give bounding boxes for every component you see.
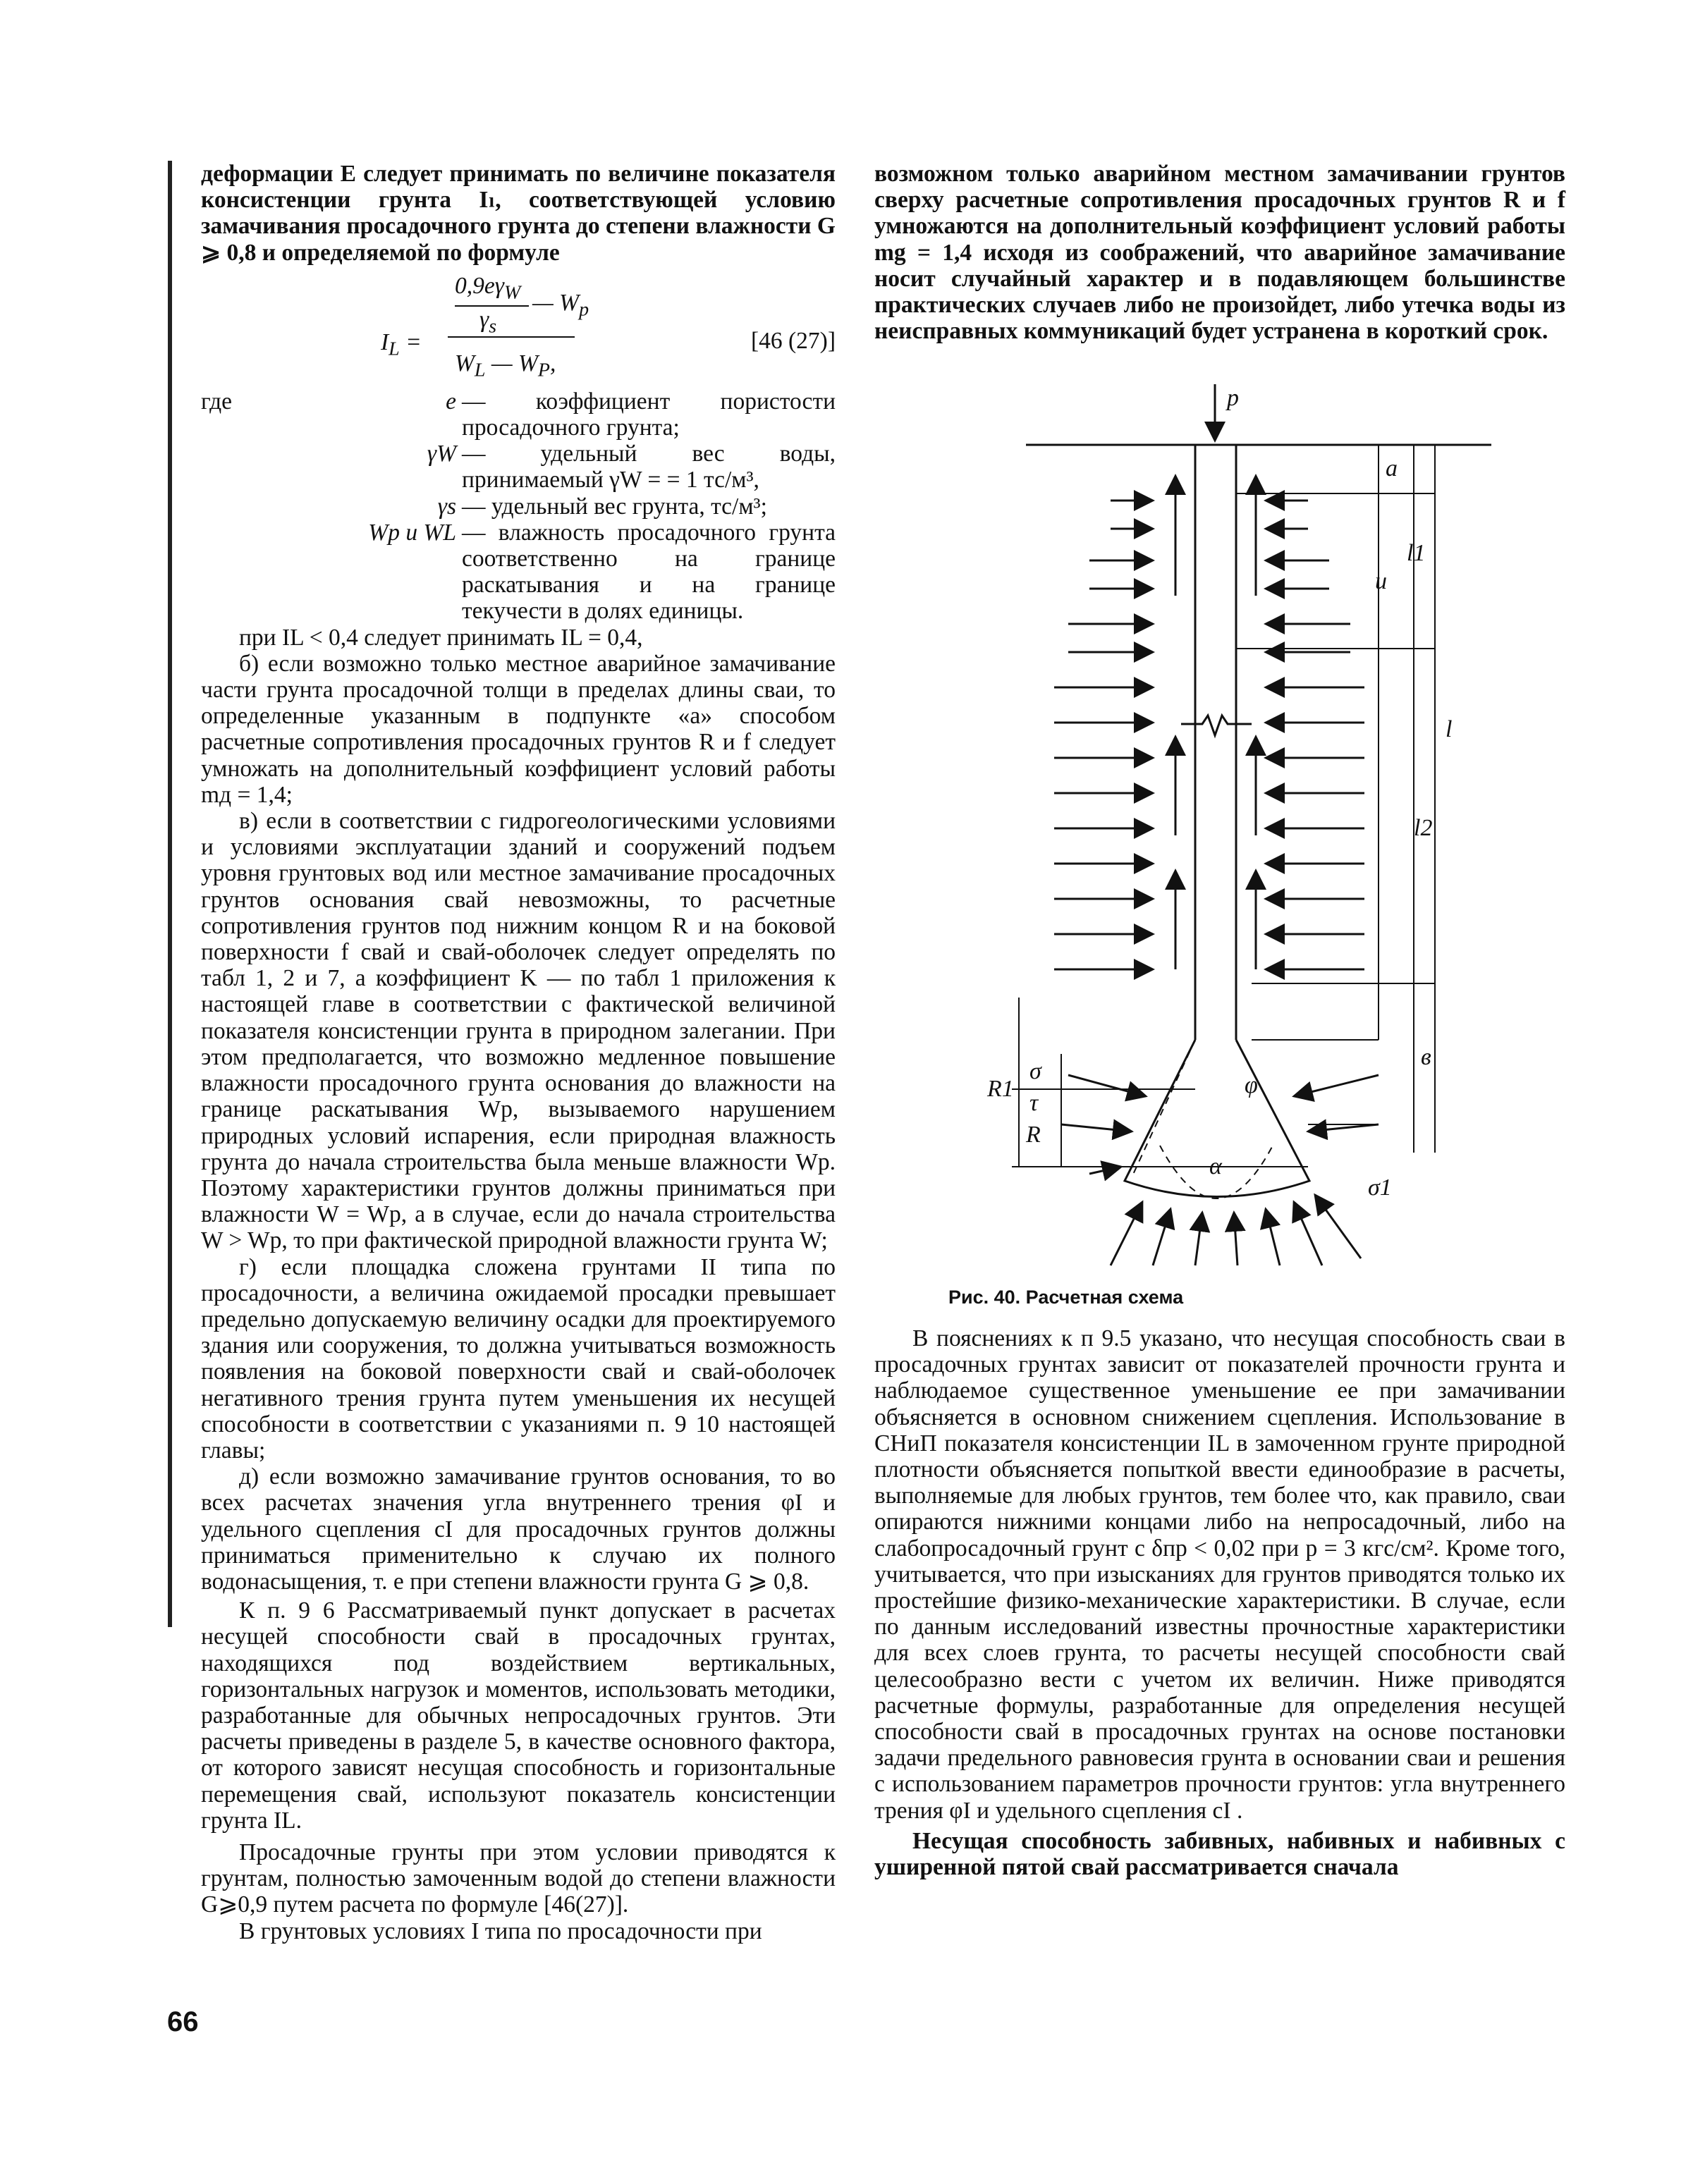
paragraph: В пояснениях к п 9.5 указано, что несущая способность сваи в просадочных грунтах зависит от показателей прочности грунта и наблюдаемое существенное уменьшение ее при замачивании объясняется в основном снижением сцепления. Использование в СНиП показателя консистенции IL в замоченном грунте природной плотности объясняется попыткой ввести единообразие в расчеты, выполняемые для любых грунтов, тем более что, как правило, сваи опираются нижними концами либо на непросадочный, либо на слабопросадочный грунт с δпр < 0,02 при p = 3 кгс/см². Кроме того, учитывается, что при изысканиях для грунтов приводятся только их простейшие физико-механические характеристики. В случае, если по данным исследований известны прочностные характеристики для всех слоев грунта, то расчеты несущей способности свай целесообразно вести с учетом их величин. Ниже приводятся расчетные формулы, разработанные для определения несущей способности свай в просадочных грунтах на основе постановки задачи предельного равновесия грунта в основании сваи и решения с использованием параметров прочности грунтов: угла внутреннего трения φI и удельного сцепления cI .: [874, 1325, 1565, 1824]
paragraph: в) если в соответствии с гидрогеологическими условиями и условиями эксплуатации зданий и сооружений подъем уровня грунтовых вод или местное замачивание просадочных грунтов основания свай невозможны, то расчетные сопротивления грунтов под нижним концом R и на боковой поверхности f свай и свай-оболочек следует определять по табл 1, 2 и 7, а коэффициент K — по табл 1 приложения к настоящей главе в соответствии с фактической величиной показателя консистенции грунта в природном залегании. При этом предполагается, что возможно медленное повышение влажности просадочного грунта основания до влажности на границе раскатывания Wp, вызываемого нарушением природных условий испарения, если природная влажность грунта до начала строительства была меньше влажности Wp. Поэтому характеристики грунтов должны приниматься при влажности W = Wp, а в случае, если до начала строительства W > Wp, то при фактической природной влажности грунта W;: [201, 808, 836, 1254]
label-l1: l1: [1407, 540, 1426, 566]
def-symbol: e: [446, 388, 456, 415]
formula-inner-denominator: $\gamma_s$: [479, 306, 497, 338]
formula-lhs: $I_L$ =: [381, 329, 422, 360]
label-R1: R1: [987, 1076, 1014, 1102]
def-symbol: γs: [437, 493, 456, 520]
figure-40-design-scheme: [984, 384, 1491, 1269]
label-tau: τ: [1029, 1090, 1039, 1116]
paragraph: д) если возможно замачивание грунтов основания, то во всех расчетах значения угла внутреннего трения φI и удельного сцепления cI для просадочных грунтов должны приниматься применительно к случаю их полного водонасыщения, т. е при степени влажности грунта G ⩾ 0,8.: [201, 1464, 836, 1595]
paragraph: Просадочные грунты при этом условии приводятся к грунтам, полностью замоченным водой до степени влажности G⩾0,9 путем расчета по формуле [46(27)].: [201, 1839, 836, 1918]
break-mark: [1181, 716, 1252, 735]
paragraph: возможном только аварийном местном замачивании грунтов сверху расчетные сопротивления просадочных грунтов R и f умножаются на дополнительный коэффициент условий работы mg = 1,4 исходя из соображений, что аварийное замачивание носит случайный характер и в подавляющем большинстве практических случаев либо не произойдет, либо утечка воды из неисправных коммуникаций будет устранена в короткий срок.: [874, 161, 1565, 345]
paragraph: Несущая способность забивных, набивных и набивных с уширенной пятой свай рассматривается сначала: [874, 1827, 1565, 1881]
label-sigma: σ: [1029, 1058, 1041, 1084]
label-b: в: [1421, 1044, 1431, 1070]
def-text: — удельный вес грунта, тс/м³;: [462, 493, 767, 520]
label-R: R: [1026, 1122, 1041, 1148]
def-text: — коэффициент пористости просадочного грунта;: [462, 388, 836, 441]
label-l2: l2: [1414, 815, 1433, 841]
label-sigma1: σ1: [1368, 1174, 1392, 1201]
label-l: l: [1446, 716, 1453, 742]
formula-46-27: [201, 273, 836, 379]
def-text: — удельный вес воды, принимаемый γW = = 1 тс/м³,: [462, 441, 836, 493]
left-side-arrows: [1054, 501, 1153, 969]
shaft-friction-arrows: [1175, 476, 1256, 969]
formula-numerator-top: $0,9e\gamma_W$: [455, 272, 521, 304]
right-side-arrows: [1266, 501, 1364, 969]
label-u: u: [1375, 568, 1387, 594]
right-column-lower: [874, 1325, 1565, 1880]
fraction-bar: [448, 336, 575, 338]
margin-bar: [168, 161, 172, 1627]
formula-numerator-minus: — $W_p$: [532, 289, 589, 321]
page-number: 66: [167, 2006, 199, 2037]
figure-caption: Рис. 40. Расчетная схема: [948, 1287, 1184, 1308]
paragraph: деформации E следует принимать по величине показателя консистенции грунта Iₗ, соответствующей условию замачивания просадочного грунта до степени влажности G ⩾ 0,8 и определяемой по формуле: [201, 161, 836, 266]
label-alpha: α: [1209, 1153, 1222, 1179]
label-a: a: [1386, 455, 1398, 481]
paragraph: г) если площадка сложена грунтами II типа по просадочности, а величина ожидаемой просадки превышает предельно допускаемую величину осадки для проектируемого здания или сооружения, то должна учитываться возможность появления на боковой поверхности свай и свай-оболочек негативного трения грунта путем уменьшения их несущей способности в соответствии с указаниями п. 9 10 настоящей главы;: [201, 1253, 836, 1464]
where-word: где: [201, 388, 232, 415]
dimension-lines: [1012, 445, 1435, 1167]
formula-number: [46 (27)]: [751, 327, 836, 354]
left-column: [201, 161, 836, 1944]
formula-denominator: $W_L$ — $W_P$,: [455, 350, 556, 381]
label-phi: φ: [1245, 1072, 1258, 1098]
right-column: [874, 161, 1565, 344]
paragraph: В грунтовых условиях I типа по просадочности при: [239, 1918, 762, 1944]
def-symbol: γW: [427, 441, 456, 467]
def-symbol: Wp и WL: [368, 519, 456, 546]
definitions: [201, 388, 836, 625]
paragraph: при IL < 0,4 следует принимать IL = 0,4,: [239, 624, 643, 651]
def-text: — влажность просадочного грунта соответственно на границе раскатывания и на границе текучести в долях единицы.: [462, 519, 836, 625]
paragraph: б) если возможно только местное аварийное замачивание части грунта просадочной толщи в пределах длины сваи, то определенные указанным в подпункте «а» способом расчетные сопротивления просадочных грунтов R и f следует умножать на дополнительный коэффициент условий работы mд = 1,4;: [201, 650, 836, 808]
paragraph: К п. 9 6 Рассматриваемый пункт допускает в расчетах несущей способности свай в просадочных грунтах, находящихся под воздействием вертикальных, горизонтальных нагрузок и моментов, использовать методики, разработанные для обычных непросадочных грунтов. Эти расчеты приведены в разделе 5, в качестве основного фактора, от которого зависят несущая способность и горизонтальные перемещения свай, используют показатель консистенции грунта IL.: [201, 1597, 836, 1834]
label-p: p: [1227, 385, 1239, 411]
